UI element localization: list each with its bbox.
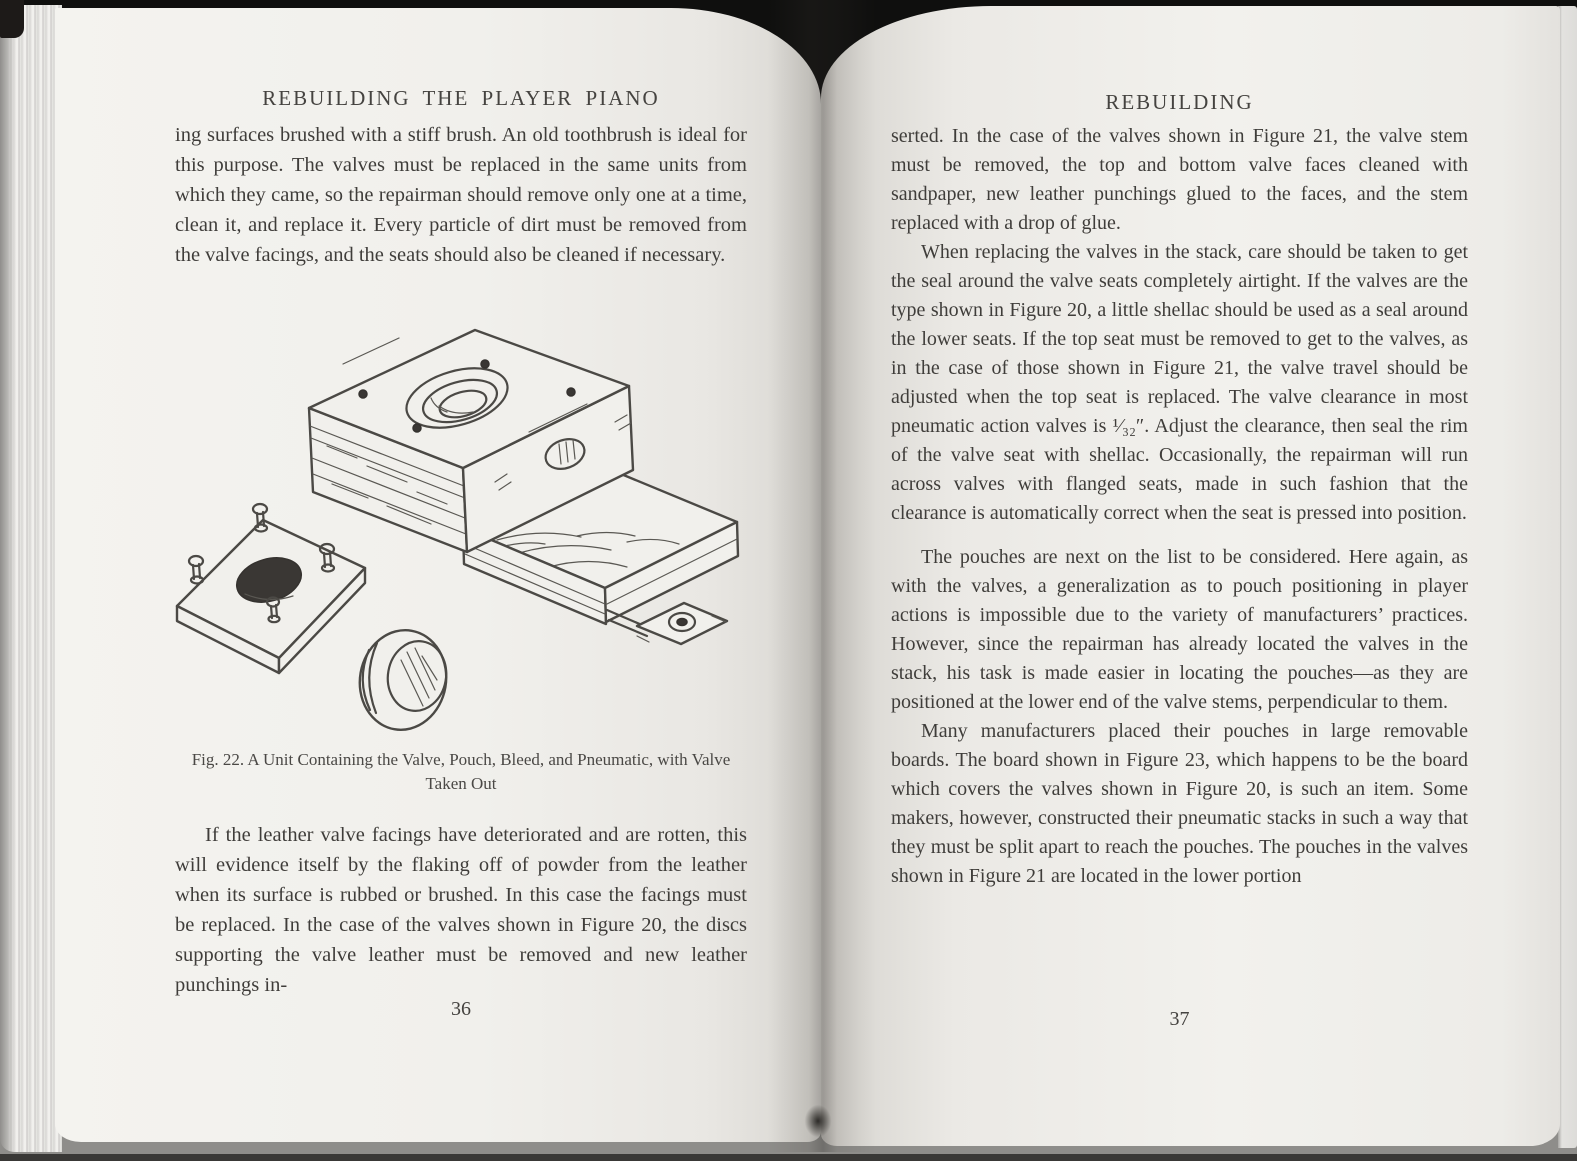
table-edge-shadow xyxy=(0,1154,1577,1161)
paragraph-text: ing surfaces brushed with a stiff brush. An old toothbrush is ideal for this purpose. The valves must be replaced in the same units from which they came, so the repairman should remove only one at a time, clean it, and replace it. Every particle of dirt must be removed from the valve facings, and the seats should also be cleaned if necessary. xyxy=(175,124,747,266)
valve-disc-drawing xyxy=(352,623,454,736)
figure-22-caption: Fig. 22. A Unit Containing the Valve, Pouch, Bleed, and Pneumatic, with Valve Taken Out xyxy=(191,750,731,793)
book-gutter-notch xyxy=(804,1104,832,1138)
figure-22-illustration xyxy=(167,306,767,738)
left-page-paragraph-bottom xyxy=(175,820,747,1000)
paragraph-text: Many manufacturers placed their pouches in large removable boards. The board shown in Figure 23, which happens to be the board which covers the valves shown in Figure 20, is such an item. Some makers, however, constructed their pneumatic stacks in such a way that they must be split apart to reach the pouches. The pouches in the valves shown in Figure 21 are located in the lower portion xyxy=(891,720,1468,887)
paragraph-text: serted. In the case of the valves shown in Figure 21, the valve stem must be removed, the top and bottom valve faces cleaned with sandpaper, new leather punchings glued to the faces, and the stem replaced with a drop of glue. xyxy=(891,125,1468,234)
paragraph-text: If the leather valve facings have deteriorated and are rotten, this will evidence itself by the flaking off of powder from the leather when its surface is rubbed or brushed. In this case the facings must be replaced. In the case of the valves shown in Figure 20, the discs supporting the valve leather must be removed and new leather punchings in- xyxy=(175,824,747,996)
paragraph-text: When replacing the valves in the stack, care should be taken to get the seal around the valve seats completely airtight. If the valves are the type shown in Figure 20, a little shellac should be used as a seal around the lower seats. If the top seat must be removed to get to the valves, as in the case of those shown in Figure 21, the valve travel should be adjusted when the top seat is replaced. The valve clearance in most pneumatic action valves is ¹⁄₃₂″. Adjust the clearance, then seal the rim of the valve seat with shellac. Occasionally, the repairman will run across valves with flanged seats, made in such fashion that the clearance is automatically correct when the seat is pressed into position. xyxy=(891,241,1468,524)
left-page xyxy=(55,8,821,1142)
page-edge-stack-left xyxy=(0,5,62,1152)
book-corner-shadow xyxy=(0,0,24,38)
pouch-plate-drawing xyxy=(177,504,365,673)
left-page-number: 36 xyxy=(451,998,471,1020)
right-page xyxy=(821,6,1560,1146)
right-running-head: REBUILDING xyxy=(1105,90,1254,114)
page-edge-stack-right xyxy=(1558,6,1577,1148)
paragraph-text: The pouches are next on the list to be considered. Here again, as with the valves, a generalization as to pouch positioning in player actions is impossible due to the variety of manufacturers’ practices. However, since the repairman has already located the valves in the stack, his task is made easier in locating the pouches—as they are positioned at the lower end of the valve stems, perpendicular to them. xyxy=(891,546,1468,713)
right-page-text-column xyxy=(891,122,1468,891)
left-page-paragraph-top xyxy=(175,120,747,270)
right-page-number: 37 xyxy=(1169,1008,1190,1030)
left-running-head: REBUILDING THE PLAYER PIANO xyxy=(262,86,660,110)
